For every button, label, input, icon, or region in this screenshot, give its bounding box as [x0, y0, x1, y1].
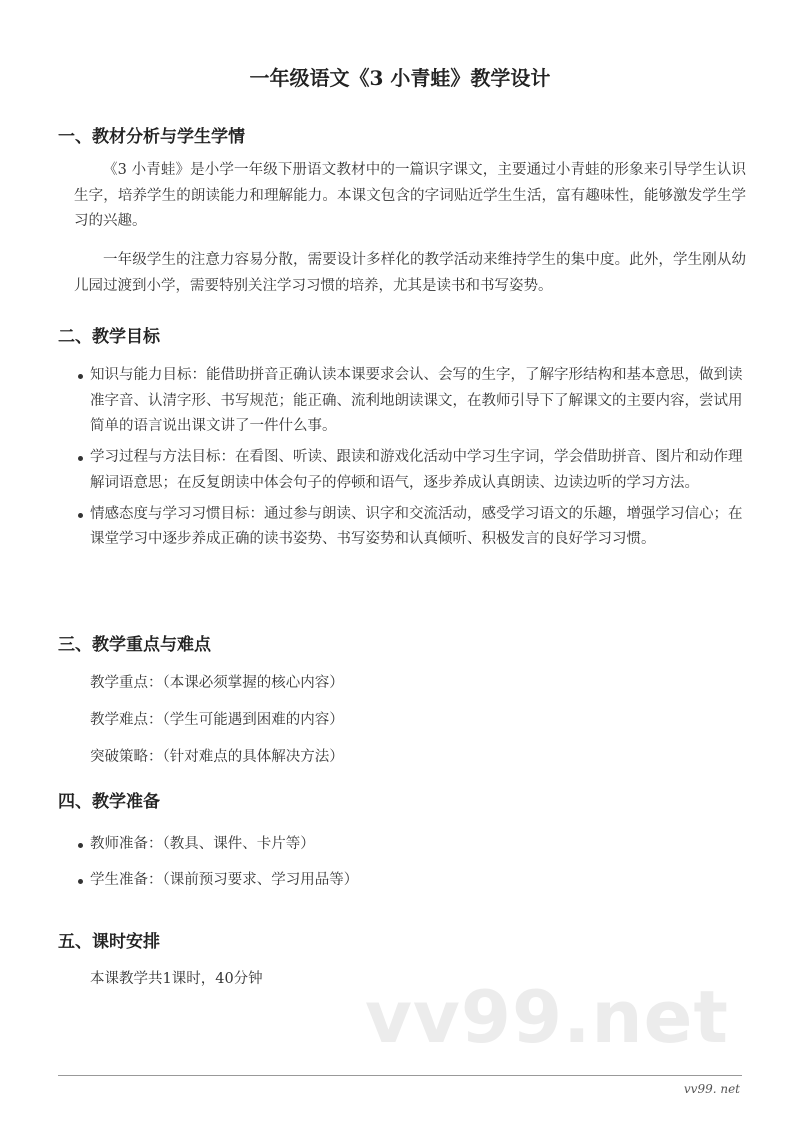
footer-divider [58, 1075, 742, 1076]
list-item: 学习过程与方法目标：在看图、听读、跟读和游戏化活动中学习生字词，学会借助拼音、图片和动作理解词语意思；在反复朗读中体会句子的停顿和语气，逐步养成认真朗读、边读边听的学习方法。 [74, 445, 746, 496]
preparation-list [74, 832, 746, 899]
list-item: 情感态度与学习习惯目标：通过参与朗读、识字和交流活动，感受学习语文的乐趣，增强学习信心；在课堂学习中逐步养成正确的读书姿势、书写姿势和认真倾听、积极发言的良好学习习惯。 [74, 502, 746, 553]
watermark: vv99.net [365, 975, 729, 1059]
objectives-list [74, 363, 746, 558]
list-item: 学生准备：（课前预习要求、学习用品等） [74, 868, 746, 894]
footer-site: vv99. net [683, 1082, 740, 1096]
section-heading: 四、教学准备 [58, 792, 160, 812]
schedule-text: 本课教学共1课时，40分钟 [90, 971, 263, 987]
section-heading: 一、教材分析与学生学情 [58, 127, 245, 147]
section-heading: 三、教学重点与难点 [58, 635, 211, 655]
difficulty-line: 教学难点：（学生可能遇到困难的内容） [90, 712, 344, 728]
section-heading: 二、教学目标 [58, 327, 160, 347]
paragraph: 《3 小青蛙》是小学一年级下册语文教材中的一篇识字课文，主要通过小青蛙的形象来引导学生认识生字，培养学生的朗读能力和理解能力。本课文包含的字词贴近学生生活，富有趣味性，能够激发学生学习的兴趣。 [74, 162, 746, 229]
section-heading: 五、课时安排 [58, 932, 160, 952]
list-item: 知识与能力目标：能借助拼音正确认读本课要求会认、会写的生字，了解字形结构和基本意思，做到读准字音、认清字形、书写规范；能正确、流利地朗读课文，在教师引导下了解课文的主要内容，尝试用简单的语言说出课文讲了一件什么事。 [74, 363, 746, 440]
document-title: 一年级语文《3 小青蛙》教学设计 [249, 66, 551, 90]
key-point-line: 教学重点：（本课必须掌握的核心内容） [90, 675, 344, 691]
paragraph: 一年级学生的注意力容易分散，需要设计多样化的教学活动来维持学生的集中度。此外，学生刚从幼儿园过渡到小学，需要特别关注学习习惯的培养，尤其是读书和书写姿势。 [74, 252, 746, 294]
strategy-line: 突破策略：（针对难点的具体解决方法） [90, 749, 344, 765]
list-item: 教师准备：（教具、课件、卡片等） [74, 832, 746, 858]
